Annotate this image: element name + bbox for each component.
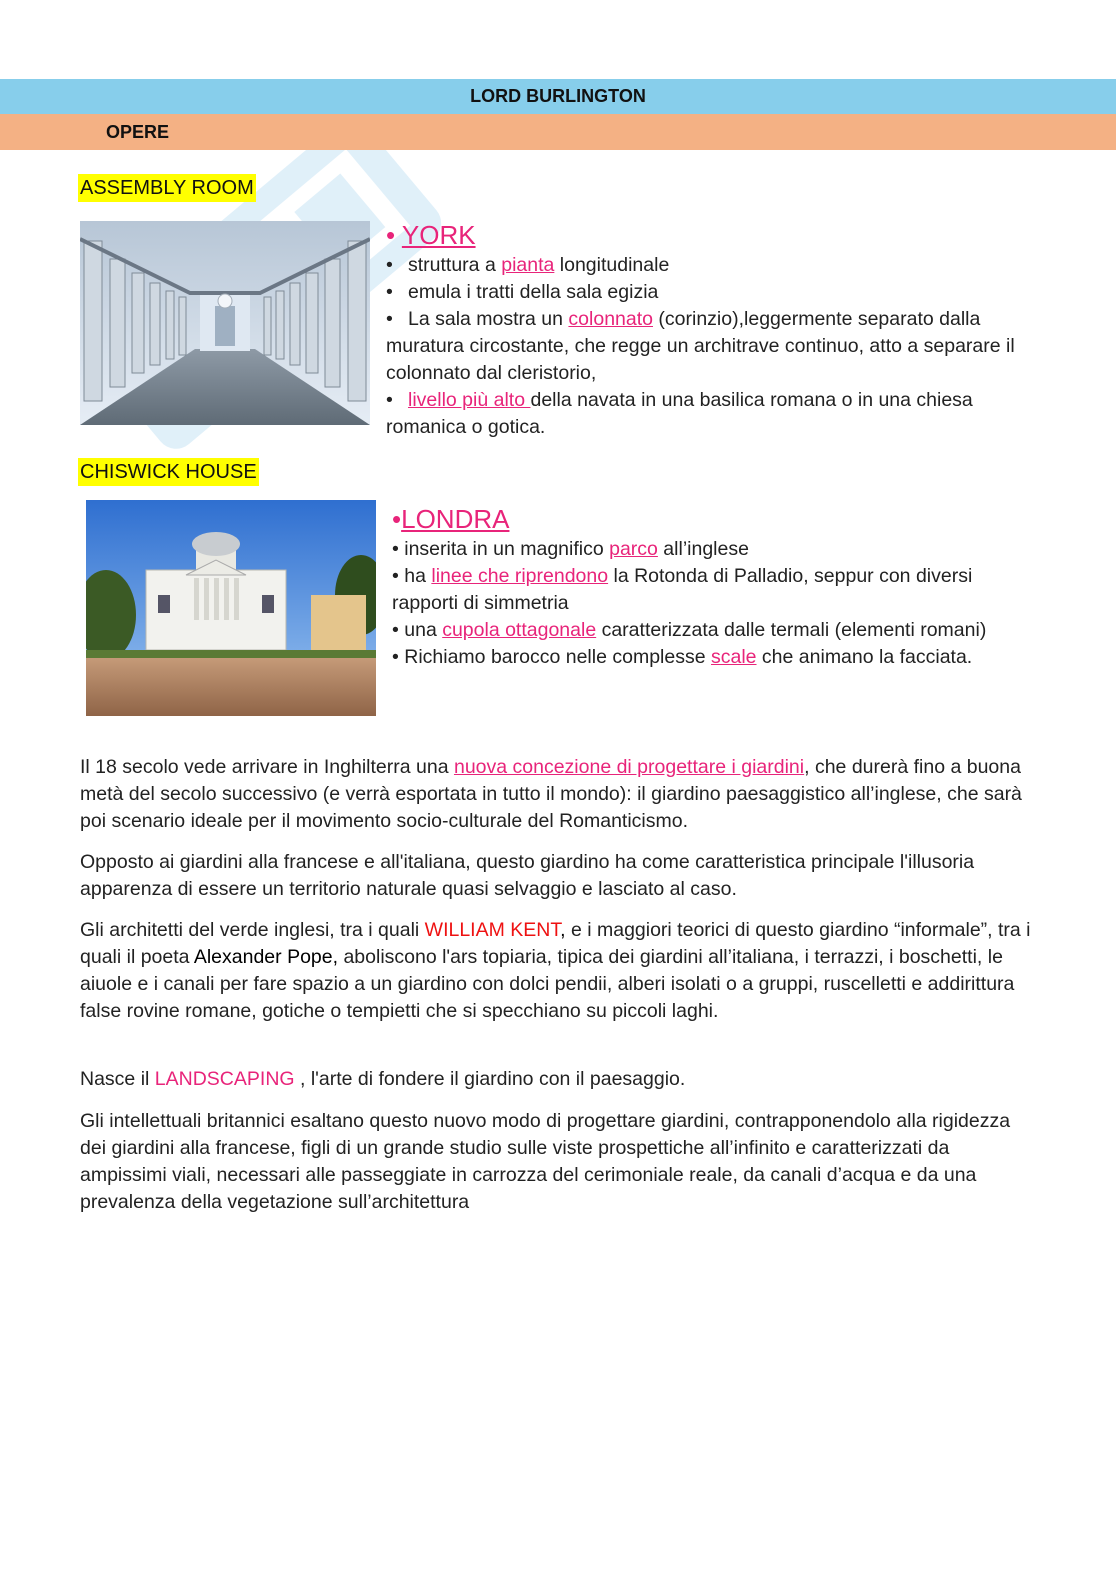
link-cupola[interactable]: cupola ottagonale [442, 619, 597, 641]
assembly-heading: ASSEMBLY ROOM [78, 174, 256, 202]
page-title: LORD BURLINGTON [470, 86, 646, 106]
section-band [0, 114, 1116, 150]
bullet-icon: • [386, 389, 393, 411]
chiswick-bullets [392, 502, 1032, 671]
link-colonnato[interactable]: colonnato [568, 308, 653, 330]
bullet-icon: • [392, 538, 405, 560]
bullet-icon: • [386, 254, 393, 276]
chiswick-city[interactable]: LONDRA [401, 504, 510, 534]
assembly-room-photo [80, 221, 370, 425]
paragraph-3: Gli architetti del verde inglesi, tra i quali WILLIAM KENT, e i maggiori teorici di questo giardino “informale”, tra i quali il poeta Alexander Pope, aboliscono l'ars topiaria, tipica dei giardini all’italiana, i terrazzi, i boschetti, le aiuole e i canali per fare spazio a un giardino con dolci pendii, alberi isolati o a gruppi, ruscelletti e addirittura false rovine romane, gotiche o tempietti che si specchiano su piccoli laghi. [80, 919, 1031, 1022]
assembly-bullet-3: • La sala mostra un colonnato (corinzio),leggermente separato dalla muratura circostante, che regge un architrave continuo, atto a separare il colonnato dal cleristorio, [386, 308, 1015, 384]
link-livello[interactable]: livello più alto [408, 389, 531, 411]
link-parco[interactable]: parco [609, 538, 658, 560]
assembly-city-item [386, 218, 1026, 252]
paragraph-4: Nasce il LANDSCAPING , l'arte di fondere il giardino con il paesaggio. [80, 1068, 686, 1090]
link-linee[interactable]: linee che riprendono [431, 565, 609, 587]
paragraph-2: Opposto ai giardini alla francese e all'italiana, questo giardino ha come caratteristica principale l'illusoria apparenza di essere un territorio naturale quasi selvaggio e lasciato al caso. [80, 851, 975, 900]
section-title: OPERE [106, 121, 170, 142]
paragraph-1: Il 18 secolo vede arrivare in Inghilterra una nuova concezione di progettare i giardini, che durerà fino a buona metà del secolo successivo (e verrà esportata in tutto il mondo): il giardino paesaggistico all’inglese, che sarà poi scenario ideale per il movimento socio-culturale del Romanticismo. [80, 756, 1022, 832]
term-landscaping: LANDSCAPING [154, 1068, 295, 1090]
chiswick-bullet-3: • una cupola ottagonale caratterizzata dalle termali (elementi romani) [392, 619, 987, 641]
link-pianta[interactable]: pianta [501, 254, 555, 276]
bullet-icon: • [386, 220, 396, 250]
assembly-city[interactable]: YORK [401, 220, 476, 250]
assembly-bullet-2: • emula i tratti della sala egizia [386, 279, 1026, 306]
link-scale[interactable]: scale [710, 646, 757, 668]
bullet-icon: • [386, 308, 393, 330]
link-nuova-concezione[interactable]: nuova concezione di progettare i giardini [453, 756, 805, 778]
name-william-kent: WILLIAM KENT [424, 919, 561, 941]
chiswick-city-item [392, 502, 1032, 536]
name-alexander-pope: Alexander Pope, [193, 946, 339, 968]
chiswick-bullet-2: • ha linee che riprendono la Rotonda di Palladio, seppur con diversi rapporti di simmetria [392, 565, 973, 614]
assembly-bullets [386, 218, 1026, 441]
assembly-bullet-4: • livello più alto della navata in una basilica romana o in una chiesa romanica o gotica. [386, 389, 973, 438]
page-title-band [0, 79, 1116, 114]
chiswick-heading: CHISWICK HOUSE [78, 458, 259, 486]
chiswick-bullet-1: • inserita in un magnifico parco all’inglese [392, 538, 749, 560]
bullet-icon: • [386, 281, 393, 303]
bullet-icon: • [392, 504, 402, 534]
chiswick-house-photo [86, 500, 376, 716]
bullet-icon: • [392, 646, 405, 668]
bullet-icon: • [392, 565, 405, 587]
bullet-icon: • [392, 619, 405, 641]
paragraph-5: Gli intellettuali britannici esaltano questo nuovo modo di progettare giardini, contrapponendolo alla rigidezza dei giardini alla francese, figli di un grande studio sulle viste prospettiche all’infinito e caratterizzati da ampissimi viali, necessari alle passeggiate in carrozza del cerimoniale reale, da canali d’acqua e da una prevalenza della vegetazione sull’architettura [80, 1110, 1011, 1213]
assembly-bullet-1: • struttura a pianta longitudinale [386, 252, 1026, 279]
chiswick-bullet-4: • Richiamo barocco nelle complesse scale che animano la facciata. [392, 646, 973, 668]
